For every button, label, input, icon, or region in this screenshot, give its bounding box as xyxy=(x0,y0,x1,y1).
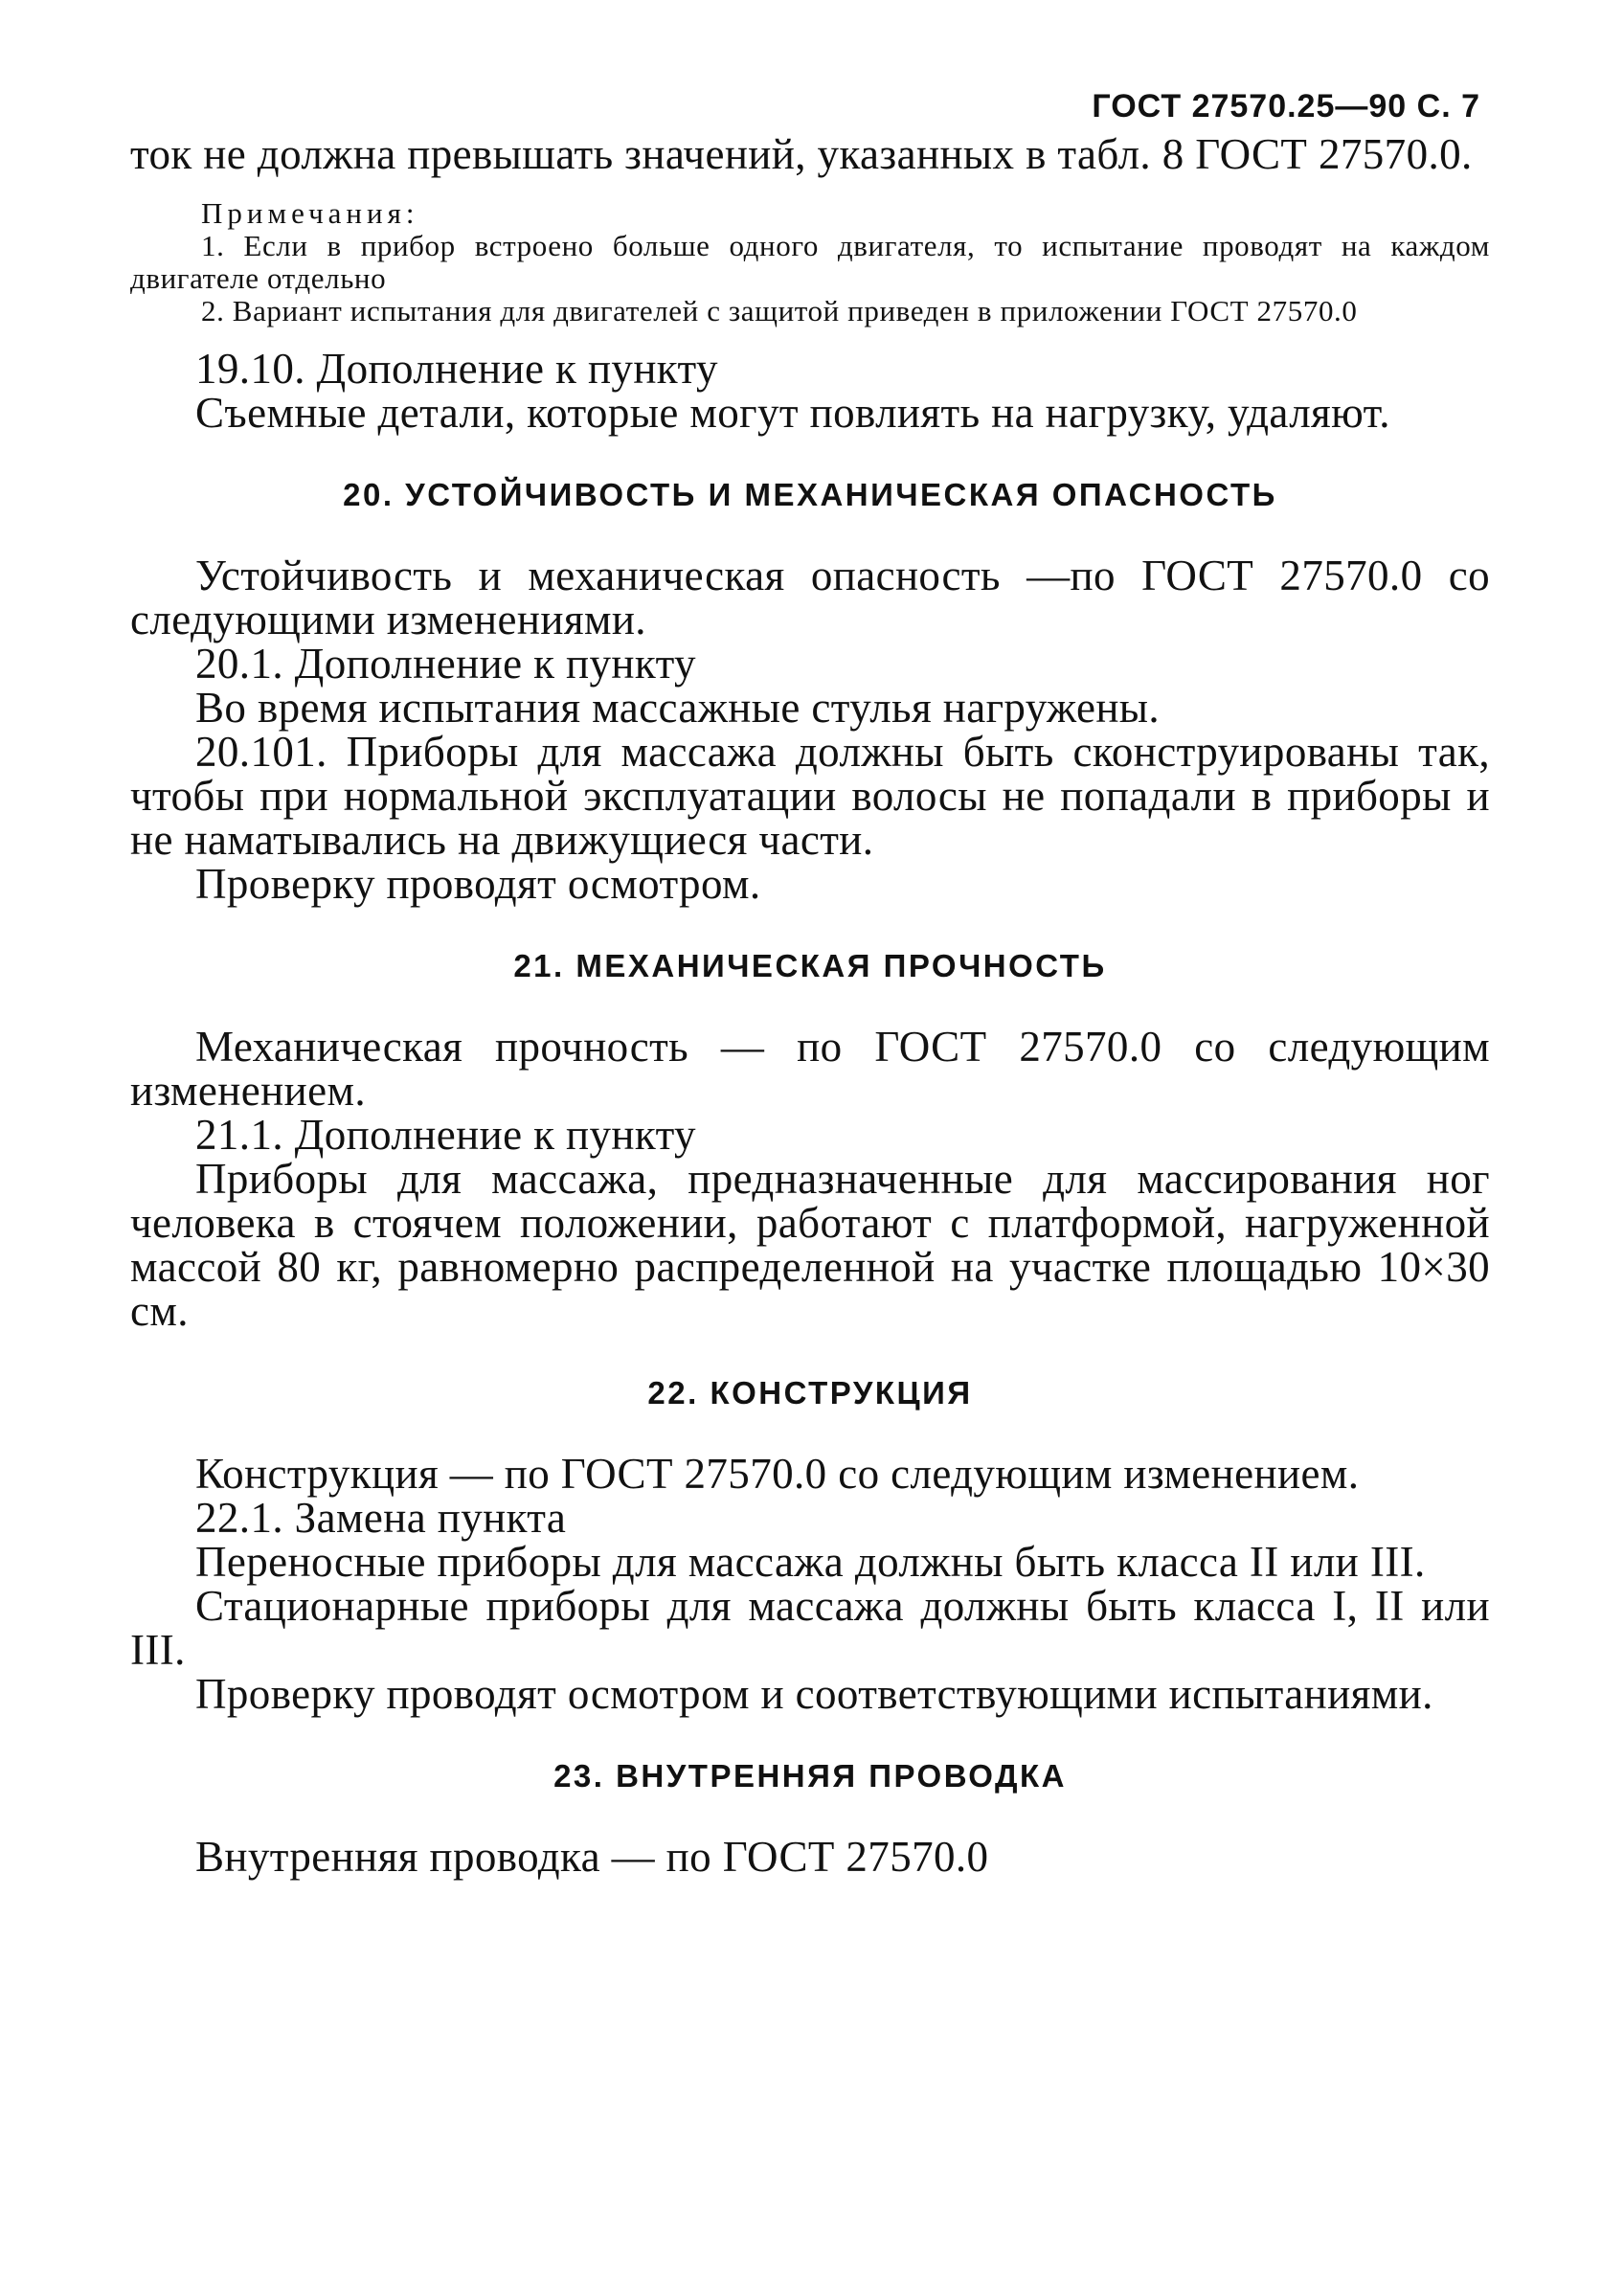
clause-20-1-text: Во время испытания массажные стулья нагружены. xyxy=(195,684,1161,732)
note-item: 2. Вариант испытания для двигателей с защитой приведен в приложении ГОСТ 27570.0 xyxy=(201,294,1358,327)
section-22-check: Проверку проводят осмотром и соответствующими испытаниями. xyxy=(195,1670,1433,1718)
clause-22-1-stationary: Стационарные приборы для массажа должны быть класса I, II или III. xyxy=(130,1582,1490,1674)
clause-22-1-portable: Переносные приборы для массажа должны быть класса II или III. xyxy=(195,1538,1426,1586)
clause-22-1-title: 22.1. Замена пункта xyxy=(195,1494,567,1542)
clause-19-10-text: Съемные детали, которые могут повлиять на нагрузку, удаляют. xyxy=(195,389,1390,437)
notes-block xyxy=(130,197,1490,327)
note-item: 1. Если в прибор встроено больше одного двигателя, то испытание проводят на каждом двигателе отдельно xyxy=(130,229,1490,295)
clause-20-1-title: 20.1. Дополнение к пункту xyxy=(195,640,696,688)
clause-20-101-text: 20.101. Приборы для массажа должны быть сконструированы так, чтобы при нормальной эксплуатации волосы не попадали в приборы и не наматывались на движущиеся части. xyxy=(130,728,1490,864)
section-21-heading: 21. МЕХАНИЧЕСКАЯ ПРОЧНОСТЬ xyxy=(513,948,1107,983)
notes-title: Примечания: xyxy=(201,196,419,230)
running-header: ГОСТ 27570.25—90 С. 7 xyxy=(1092,88,1480,124)
section-20-check: Проверку проводят осмотром. xyxy=(195,860,761,908)
clause-19-10-title: 19.10. Дополнение к пункту xyxy=(195,345,718,393)
section-23-intro: Внутренняя проводка — по ГОСТ 27570.0 xyxy=(195,1833,989,1881)
clause-21-1-text: Приборы для массажа, предназначенные для массирования ног человека в стоячем положении, работают с платформой, нагруженной массой 80 кг, равномерно распределенной на участке площадью 10×30 см. xyxy=(130,1155,1490,1335)
section-20-intro: Устойчивость и механическая опасность —по ГОСТ 27570.0 со следующими изменениями. xyxy=(130,552,1490,643)
section-20-heading: 20. УСТОЙЧИВОСТЬ И МЕХАНИЧЕСКАЯ ОПАСНОСТЬ xyxy=(343,477,1277,512)
section-23-heading: 23. ВНУТРЕННЯЯ ПРОВОДКА xyxy=(553,1758,1067,1794)
clause-21-1-title: 21.1. Дополнение к пункту xyxy=(195,1111,696,1159)
section-21-intro: Механическая прочность — по ГОСТ 27570.0 со следующим изменением. xyxy=(130,1023,1490,1115)
section-22-intro: Конструкция — по ГОСТ 27570.0 со следующим изменением. xyxy=(195,1450,1360,1498)
intro-paragraph: ток не должна превышать значений, указанных в табл. 8 ГОСТ 27570.0. xyxy=(130,130,1473,178)
document-page xyxy=(130,77,1490,1879)
section-22-heading: 22. КОНСТРУКЦИЯ xyxy=(647,1375,973,1410)
